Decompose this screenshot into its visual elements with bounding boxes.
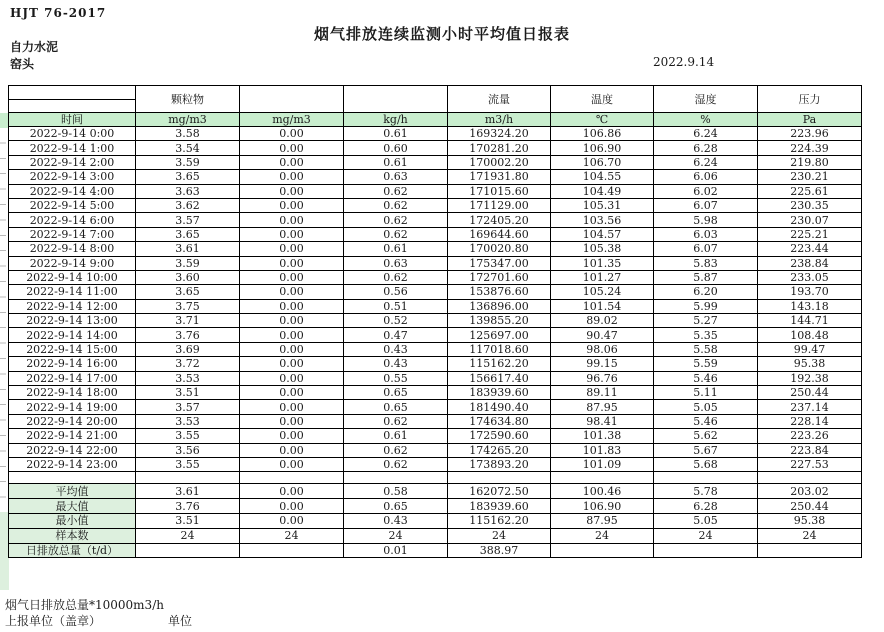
value-cell: 3.59 [136, 155, 240, 169]
value-cell: 0.00 [240, 400, 344, 414]
value-cell: 89.11 [551, 386, 654, 400]
value-cell: 3.55 [136, 429, 240, 443]
summary-value-cell [136, 543, 240, 558]
summary-value-cell: 24 [551, 528, 654, 543]
summary-value-cell: 0.00 [240, 484, 344, 499]
table-row [9, 342, 862, 356]
time-column-label: 时间 [9, 113, 136, 127]
value-cell: 101.09 [551, 457, 654, 471]
report-table [8, 85, 862, 558]
value-cell: 228.14 [758, 414, 862, 428]
value-cell: 0.61 [344, 429, 448, 443]
value-cell: 0.63 [344, 256, 448, 270]
value-cell: 225.61 [758, 184, 862, 198]
summary-value-cell: 87.95 [551, 513, 654, 528]
time-cell: 2022-9-14 20:00 [9, 414, 136, 428]
left-gutter-gridline-stubs [0, 128, 6, 498]
value-cell: 224.39 [758, 141, 862, 155]
table-row [9, 357, 862, 371]
value-cell: 170020.80 [448, 242, 551, 256]
value-cell: 174265.20 [448, 443, 551, 457]
humidity-header-cell: 湿度 [654, 86, 758, 113]
value-cell: 125697.00 [448, 328, 551, 342]
value-cell: 3.62 [136, 198, 240, 212]
value-cell: 223.84 [758, 443, 862, 457]
value-cell: 6.02 [654, 184, 758, 198]
value-cell: 3.58 [136, 127, 240, 141]
time-cell: 2022-9-14 13:00 [9, 314, 136, 328]
value-cell: 183939.60 [448, 386, 551, 400]
value-cell: 0.00 [240, 285, 344, 299]
group-header-row [9, 86, 862, 113]
summary-value-cell: 24 [448, 528, 551, 543]
time-cell: 2022-9-14 2:00 [9, 155, 136, 169]
value-cell: 105.24 [551, 285, 654, 299]
value-cell: 3.65 [136, 227, 240, 241]
value-cell: 233.05 [758, 270, 862, 284]
value-cell: 174634.80 [448, 414, 551, 428]
time-cell: 2022-9-14 21:00 [9, 429, 136, 443]
value-cell: 0.00 [240, 256, 344, 270]
summary-value-cell [654, 543, 758, 558]
value-cell: 87.95 [551, 400, 654, 414]
summary-value-cell: 203.02 [758, 484, 862, 499]
value-cell: 6.24 [654, 155, 758, 169]
value-cell: 0.00 [240, 342, 344, 356]
value-cell: 169324.20 [448, 127, 551, 141]
value-cell: 0.47 [344, 328, 448, 342]
value-cell: 230.07 [758, 213, 862, 227]
value-cell: 0.00 [240, 386, 344, 400]
value-cell: 6.07 [654, 198, 758, 212]
table-row [9, 328, 862, 342]
unit-cell: mg/m3 [136, 113, 240, 127]
value-cell: 3.57 [136, 400, 240, 414]
summary-value-cell: 115162.20 [448, 513, 551, 528]
value-cell: 172590.60 [448, 429, 551, 443]
time-cell: 2022-9-14 17:00 [9, 371, 136, 385]
value-cell: 3.51 [136, 386, 240, 400]
value-cell: 230.35 [758, 198, 862, 212]
value-cell: 3.75 [136, 299, 240, 313]
summary-label-cell: 最小值 [9, 513, 136, 528]
table-row [9, 443, 862, 457]
summary-row [9, 499, 862, 514]
value-cell: 0.62 [344, 270, 448, 284]
value-cell: 98.41 [551, 414, 654, 428]
value-cell: 3.53 [136, 371, 240, 385]
table-row [9, 141, 862, 155]
spacer-row [9, 472, 862, 484]
company-name: 自力水泥 [10, 40, 59, 54]
value-cell: 0.61 [344, 127, 448, 141]
value-cell: 0.00 [240, 429, 344, 443]
value-cell: 0.55 [344, 371, 448, 385]
time-header-cell [9, 86, 136, 113]
value-cell: 238.84 [758, 256, 862, 270]
value-cell: 0.60 [344, 141, 448, 155]
unit-cell: mg/m3 [240, 113, 344, 127]
time-cell: 2022-9-14 15:00 [9, 342, 136, 356]
time-cell: 2022-9-14 8:00 [9, 242, 136, 256]
summary-value-cell: 24 [654, 528, 758, 543]
value-cell: 0.61 [344, 155, 448, 169]
summary-value-cell: 6.28 [654, 499, 758, 514]
group-header-cell [240, 86, 344, 113]
summary-value-cell: 0.65 [344, 499, 448, 514]
value-cell: 108.48 [758, 328, 862, 342]
value-cell: 101.27 [551, 270, 654, 284]
table-row [9, 155, 862, 169]
summary-value-cell: 24 [344, 528, 448, 543]
table-row [9, 242, 862, 256]
report-title: 烟气排放连续监测小时平均值日报表 [313, 25, 570, 43]
value-cell: 101.38 [551, 429, 654, 443]
value-cell: 0.00 [240, 127, 344, 141]
value-cell: 3.71 [136, 314, 240, 328]
value-cell: 181490.40 [448, 400, 551, 414]
value-cell: 0.43 [344, 342, 448, 356]
table-row [9, 400, 862, 414]
value-cell: 105.38 [551, 242, 654, 256]
value-cell: 156617.40 [448, 371, 551, 385]
value-cell: 0.00 [240, 314, 344, 328]
value-cell: 104.49 [551, 184, 654, 198]
location-name: 窑头 [10, 57, 35, 71]
value-cell: 171129.00 [448, 198, 551, 212]
time-cell: 2022-9-14 23:00 [9, 457, 136, 471]
time-cell: 2022-9-14 6:00 [9, 213, 136, 227]
time-cell: 2022-9-14 16:00 [9, 357, 136, 371]
summary-value-cell: 5.05 [654, 513, 758, 528]
flow-header-cell: 流量 [448, 86, 551, 113]
value-cell: 0.00 [240, 328, 344, 342]
value-cell: 5.11 [654, 386, 758, 400]
table-row [9, 256, 862, 270]
unit-header-row [9, 113, 862, 127]
value-cell: 192.38 [758, 371, 862, 385]
value-cell: 223.26 [758, 429, 862, 443]
value-cell: 0.52 [344, 314, 448, 328]
summary-row [9, 528, 862, 543]
value-cell: 5.83 [654, 256, 758, 270]
summary-value-cell: 100.46 [551, 484, 654, 499]
value-cell: 173893.20 [448, 457, 551, 471]
value-cell: 171931.80 [448, 170, 551, 184]
value-cell: 172701.60 [448, 270, 551, 284]
value-cell: 90.47 [551, 328, 654, 342]
value-cell: 0.62 [344, 414, 448, 428]
value-cell: 0.56 [344, 285, 448, 299]
time-cell: 2022-9-14 9:00 [9, 256, 136, 270]
table-row [9, 170, 862, 184]
value-cell: 3.60 [136, 270, 240, 284]
summary-value-cell: 3.51 [136, 513, 240, 528]
value-cell: 3.59 [136, 256, 240, 270]
value-cell: 0.00 [240, 414, 344, 428]
value-cell: 0.43 [344, 357, 448, 371]
summary-value-cell: 24 [758, 528, 862, 543]
value-cell: 0.00 [240, 198, 344, 212]
table-row [9, 386, 862, 400]
value-cell: 230.21 [758, 170, 862, 184]
report-date: 2022.9.14 [653, 55, 715, 69]
table-row [9, 198, 862, 212]
time-cell: 2022-9-14 12:00 [9, 299, 136, 313]
summary-value-cell: 3.61 [136, 484, 240, 499]
summary-value-cell: 24 [240, 528, 344, 543]
summary-value-cell: 0.01 [344, 543, 448, 558]
summary-value-cell: 388.97 [448, 543, 551, 558]
value-cell: 3.57 [136, 213, 240, 227]
value-cell: 5.98 [654, 213, 758, 227]
value-cell: 6.07 [654, 242, 758, 256]
summary-value-cell: 24 [136, 528, 240, 543]
value-cell: 0.00 [240, 299, 344, 313]
value-cell: 106.90 [551, 141, 654, 155]
table-row [9, 285, 862, 299]
value-cell: 0.00 [240, 371, 344, 385]
value-cell: 0.61 [344, 242, 448, 256]
value-cell: 193.70 [758, 285, 862, 299]
value-cell: 223.96 [758, 127, 862, 141]
data-rows [9, 127, 862, 472]
table-row [9, 127, 862, 141]
value-cell: 227.53 [758, 457, 862, 471]
value-cell: 3.76 [136, 328, 240, 342]
value-cell: 3.65 [136, 285, 240, 299]
value-cell: 153876.60 [448, 285, 551, 299]
value-cell: 5.46 [654, 371, 758, 385]
summary-value-cell: 183939.60 [448, 499, 551, 514]
value-cell: 5.27 [654, 314, 758, 328]
value-cell: 0.65 [344, 400, 448, 414]
value-cell: 0.00 [240, 213, 344, 227]
summary-value-cell [758, 543, 862, 558]
value-cell: 0.00 [240, 443, 344, 457]
value-cell: 106.70 [551, 155, 654, 169]
value-cell: 0.00 [240, 357, 344, 371]
time-cell: 2022-9-14 0:00 [9, 127, 136, 141]
value-cell: 3.54 [136, 141, 240, 155]
summary-row [9, 543, 862, 558]
value-cell: 250.44 [758, 386, 862, 400]
value-cell: 105.31 [551, 198, 654, 212]
value-cell: 0.00 [240, 227, 344, 241]
footer-note: 烟气日排放总量*10000m3/h [5, 598, 164, 612]
value-cell: 99.47 [758, 342, 862, 356]
value-cell: 175347.00 [448, 256, 551, 270]
value-cell: 6.28 [654, 141, 758, 155]
summary-row [9, 513, 862, 528]
value-cell: 0.00 [240, 184, 344, 198]
table-row [9, 429, 862, 443]
value-cell: 5.99 [654, 299, 758, 313]
value-cell: 170002.20 [448, 155, 551, 169]
value-cell: 223.44 [758, 242, 862, 256]
time-cell: 2022-9-14 1:00 [9, 141, 136, 155]
summary-value-cell: 0.58 [344, 484, 448, 499]
value-cell: 5.67 [654, 443, 758, 457]
unit-cell: kg/h [344, 113, 448, 127]
summary-value-cell: 5.78 [654, 484, 758, 499]
value-cell: 96.76 [551, 371, 654, 385]
value-cell: 139855.20 [448, 314, 551, 328]
time-cell: 2022-9-14 7:00 [9, 227, 136, 241]
value-cell: 103.56 [551, 213, 654, 227]
table-row [9, 371, 862, 385]
unit-cell: ℃ [551, 113, 654, 127]
value-cell: 101.83 [551, 443, 654, 457]
value-cell: 98.06 [551, 342, 654, 356]
value-cell: 106.86 [551, 127, 654, 141]
standard-code: HJT 76-2017 [10, 6, 107, 20]
value-cell: 5.62 [654, 429, 758, 443]
value-cell: 0.65 [344, 386, 448, 400]
value-cell: 3.53 [136, 414, 240, 428]
unit-cell: Pa [758, 113, 862, 127]
value-cell: 237.14 [758, 400, 862, 414]
value-cell: 5.68 [654, 457, 758, 471]
summary-value-cell: 3.76 [136, 499, 240, 514]
temperature-header-cell: 温度 [551, 86, 654, 113]
value-cell: 0.00 [240, 141, 344, 155]
value-cell: 0.62 [344, 213, 448, 227]
value-cell: 89.02 [551, 314, 654, 328]
time-cell: 2022-9-14 5:00 [9, 198, 136, 212]
value-cell: 5.05 [654, 400, 758, 414]
value-cell: 3.72 [136, 357, 240, 371]
value-cell: 171015.60 [448, 184, 551, 198]
value-cell: 3.63 [136, 184, 240, 198]
value-cell: 144.71 [758, 314, 862, 328]
value-cell: 136896.00 [448, 299, 551, 313]
value-cell: 6.24 [654, 127, 758, 141]
summary-label-cell: 最大值 [9, 499, 136, 514]
table-row [9, 270, 862, 284]
value-cell: 5.87 [654, 270, 758, 284]
unit-label: 单位 [168, 614, 193, 628]
value-cell: 0.51 [344, 299, 448, 313]
value-cell: 170281.20 [448, 141, 551, 155]
value-cell: 0.00 [240, 457, 344, 471]
summary-value-cell: 0.00 [240, 513, 344, 528]
table-row [9, 213, 862, 227]
value-cell: 101.35 [551, 256, 654, 270]
summary-label-cell: 样本数 [9, 528, 136, 543]
value-cell: 101.54 [551, 299, 654, 313]
time-cell: 2022-9-14 14:00 [9, 328, 136, 342]
value-cell: 104.55 [551, 170, 654, 184]
value-cell: 6.03 [654, 227, 758, 241]
time-header-divider [9, 86, 135, 100]
time-cell: 2022-9-14 3:00 [9, 170, 136, 184]
value-cell: 3.61 [136, 242, 240, 256]
unit-cell: % [654, 113, 758, 127]
value-cell: 143.18 [758, 299, 862, 313]
summary-label-cell: 平均值 [9, 484, 136, 499]
time-cell: 2022-9-14 4:00 [9, 184, 136, 198]
pollutant-header-cell: 颗粒物 [136, 86, 240, 113]
summary-value-cell [240, 543, 344, 558]
value-cell: 99.15 [551, 357, 654, 371]
summary-rows [9, 484, 862, 558]
value-cell: 95.38 [758, 357, 862, 371]
value-cell: 0.62 [344, 198, 448, 212]
time-cell: 2022-9-14 19:00 [9, 400, 136, 414]
value-cell: 3.69 [136, 342, 240, 356]
value-cell: 225.21 [758, 227, 862, 241]
summary-row [9, 484, 862, 499]
value-cell: 5.35 [654, 328, 758, 342]
unit-cell: m3/h [448, 113, 551, 127]
summary-value-cell: 106.90 [551, 499, 654, 514]
value-cell: 0.63 [344, 170, 448, 184]
value-cell: 5.59 [654, 357, 758, 371]
table-row [9, 227, 862, 241]
time-cell: 2022-9-14 11:00 [9, 285, 136, 299]
value-cell: 3.65 [136, 170, 240, 184]
pressure-header-cell: 压力 [758, 86, 862, 113]
value-cell: 0.00 [240, 155, 344, 169]
table-row [9, 314, 862, 328]
summary-label-cell: 日排放总量（t/d） [9, 543, 136, 558]
value-cell: 5.58 [654, 342, 758, 356]
summary-value-cell: 162072.50 [448, 484, 551, 499]
value-cell: 3.56 [136, 443, 240, 457]
value-cell: 0.00 [240, 242, 344, 256]
value-cell: 172405.20 [448, 213, 551, 227]
value-cell: 219.80 [758, 155, 862, 169]
value-cell: 115162.20 [448, 357, 551, 371]
summary-value-cell: 0.00 [240, 499, 344, 514]
value-cell: 6.06 [654, 170, 758, 184]
summary-value-cell: 0.43 [344, 513, 448, 528]
group-header-cell [344, 86, 448, 113]
value-cell: 0.00 [240, 270, 344, 284]
time-cell: 2022-9-14 22:00 [9, 443, 136, 457]
summary-value-cell: 95.38 [758, 513, 862, 528]
table-row [9, 414, 862, 428]
time-cell: 2022-9-14 10:00 [9, 270, 136, 284]
value-cell: 0.00 [240, 170, 344, 184]
value-cell: 3.55 [136, 457, 240, 471]
time-cell: 2022-9-14 18:00 [9, 386, 136, 400]
value-cell: 6.20 [654, 285, 758, 299]
summary-value-cell [551, 543, 654, 558]
value-cell: 5.46 [654, 414, 758, 428]
summary-value-cell: 250.44 [758, 499, 862, 514]
value-cell: 0.62 [344, 227, 448, 241]
reporting-unit-label: 上报单位（盖章） [5, 614, 102, 628]
value-cell: 0.62 [344, 443, 448, 457]
table-row [9, 299, 862, 313]
table-row [9, 457, 862, 471]
value-cell: 0.62 [344, 184, 448, 198]
value-cell: 104.57 [551, 227, 654, 241]
table-row [9, 184, 862, 198]
value-cell: 169644.60 [448, 227, 551, 241]
value-cell: 0.62 [344, 457, 448, 471]
value-cell: 117018.60 [448, 342, 551, 356]
